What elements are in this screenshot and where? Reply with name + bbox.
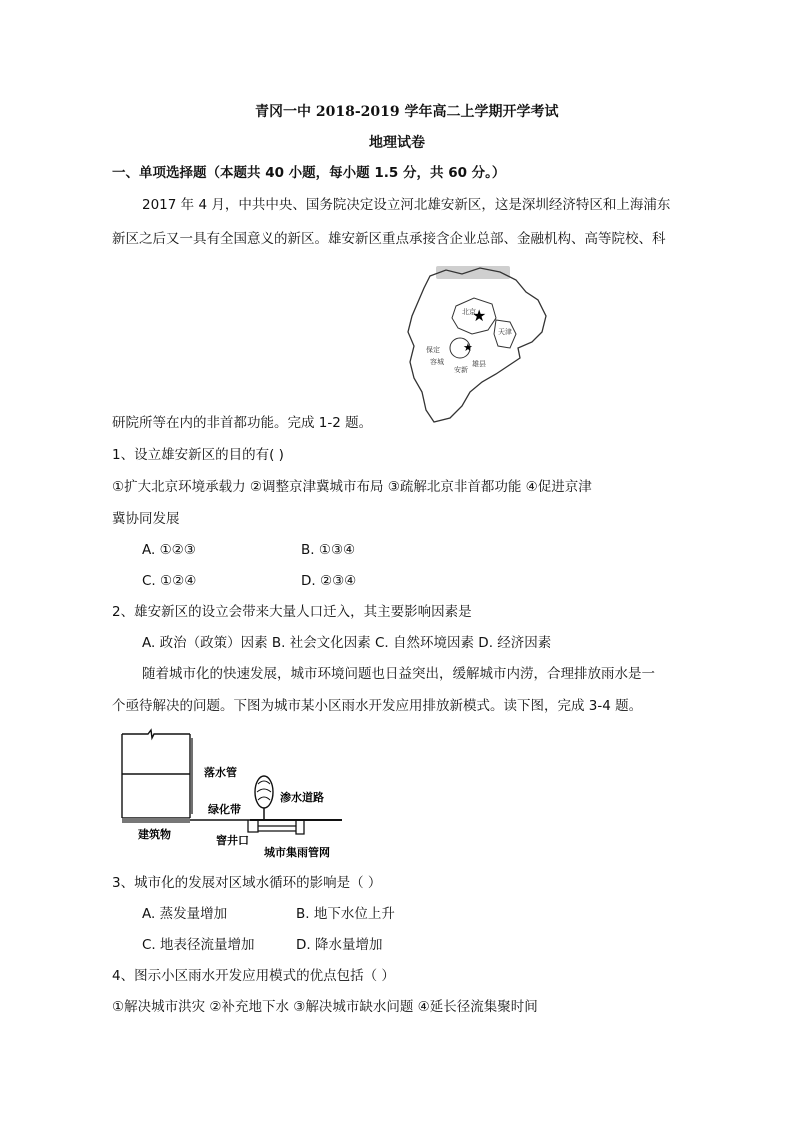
- ground-hatch: [122, 818, 190, 823]
- passage2-line1: 随着城市化的快速发展，城市环境问题也日益突出，缓解城市内涝，合理排放雨水是一: [142, 666, 655, 682]
- map-label-rongcheng: 容城: [430, 358, 444, 366]
- q1-items-line1: ①扩大北京环境承载力 ②调整京津冀城市布局 ③疏解北京非首都功能 ④促进京津: [112, 479, 592, 495]
- exam-title: 青冈一中 2018-2019 学年高二上学期开学考试: [255, 104, 559, 120]
- q3-option-d: D. 降水量增加: [296, 937, 383, 953]
- passage1-line3: 研院所等在内的非首都功能。完成 1-2 题。: [112, 415, 373, 431]
- building: [122, 730, 190, 818]
- label-downpipe: 落水管: [204, 766, 237, 779]
- label-sewer: 城市集雨管网: [264, 846, 330, 859]
- q3-stem: 3、城市化的发展对区域水循环的影响是（ ）: [112, 875, 382, 891]
- star-icon: ★: [463, 341, 473, 354]
- map-label-baoding: 保定: [426, 346, 440, 354]
- map-label-anxin: 安新: [454, 366, 468, 374]
- rainwater-diagram: [118, 728, 348, 860]
- section-heading: 一、单项选择题（本题共 40 小题，每小题 1.5 分，共 60 分。）: [112, 165, 506, 181]
- q1-stem: 1、设立雄安新区的目的有( ): [112, 447, 284, 463]
- q4-stem: 4、图示小区雨水开发应用模式的优点包括（ ）: [112, 968, 395, 984]
- q1-items-line2: 冀协同发展: [112, 511, 180, 527]
- label-greenbelt: 绿化带: [208, 803, 241, 816]
- q1-option-d: D. ②③④: [301, 573, 357, 589]
- passage1-line2: 新区之后又一具有全国意义的新区。雄安新区重点承接含企业总部、金融机构、高等院校、科: [112, 231, 666, 247]
- q2-stem: 2、雄安新区的设立会带来大量人口迁入，其主要影响因素是: [112, 604, 472, 620]
- capital-star-icon: ★: [472, 306, 487, 325]
- map-label-tianjin: 天津: [498, 328, 512, 336]
- map-label-beijing: 北京: [462, 308, 476, 316]
- q2-options: A. 政治（政策）因素 B. 社会文化因素 C. 自然环境因素 D. 经济因素: [142, 635, 552, 651]
- exam-subtitle: 地理试卷: [369, 135, 425, 151]
- blurred-watermark: [436, 266, 510, 279]
- label-building: 建筑物: [138, 828, 171, 841]
- label-manhole: 窨井口: [216, 834, 249, 847]
- tree-icon: [255, 776, 273, 820]
- passage1-line1: 2017 年 4 月，中共中央、国务院决定设立河北雄安新区，这是深圳经济特区和上海浦东: [142, 197, 671, 213]
- q3-option-c: C. 地表径流量增加: [142, 937, 255, 953]
- q3-option-a: A. 蒸发量增加: [142, 906, 228, 922]
- q1-option-b: B. ①③④: [301, 542, 356, 558]
- q1-option-a: A. ①②③: [142, 542, 196, 558]
- label-permeable-road: 渗水道路: [280, 791, 324, 804]
- jingjinji-map: [400, 262, 550, 424]
- map-label-xiongxian: 雄县: [472, 360, 486, 368]
- q1-option-c: C. ①②④: [142, 573, 197, 589]
- hebei-outline: [408, 268, 546, 422]
- passage2-line2: 个亟待解决的问题。下图为城市某小区雨水开发应用排放新模式。读下图，完成 3-4 题。: [112, 698, 643, 714]
- q4-items: ①解决城市洪灾 ②补充地下水 ③解决城市缺水问题 ④延长径流集聚时间: [112, 999, 538, 1015]
- q3-option-b: B. 地下水位上升: [296, 906, 395, 922]
- manhole-pipe: [248, 820, 304, 834]
